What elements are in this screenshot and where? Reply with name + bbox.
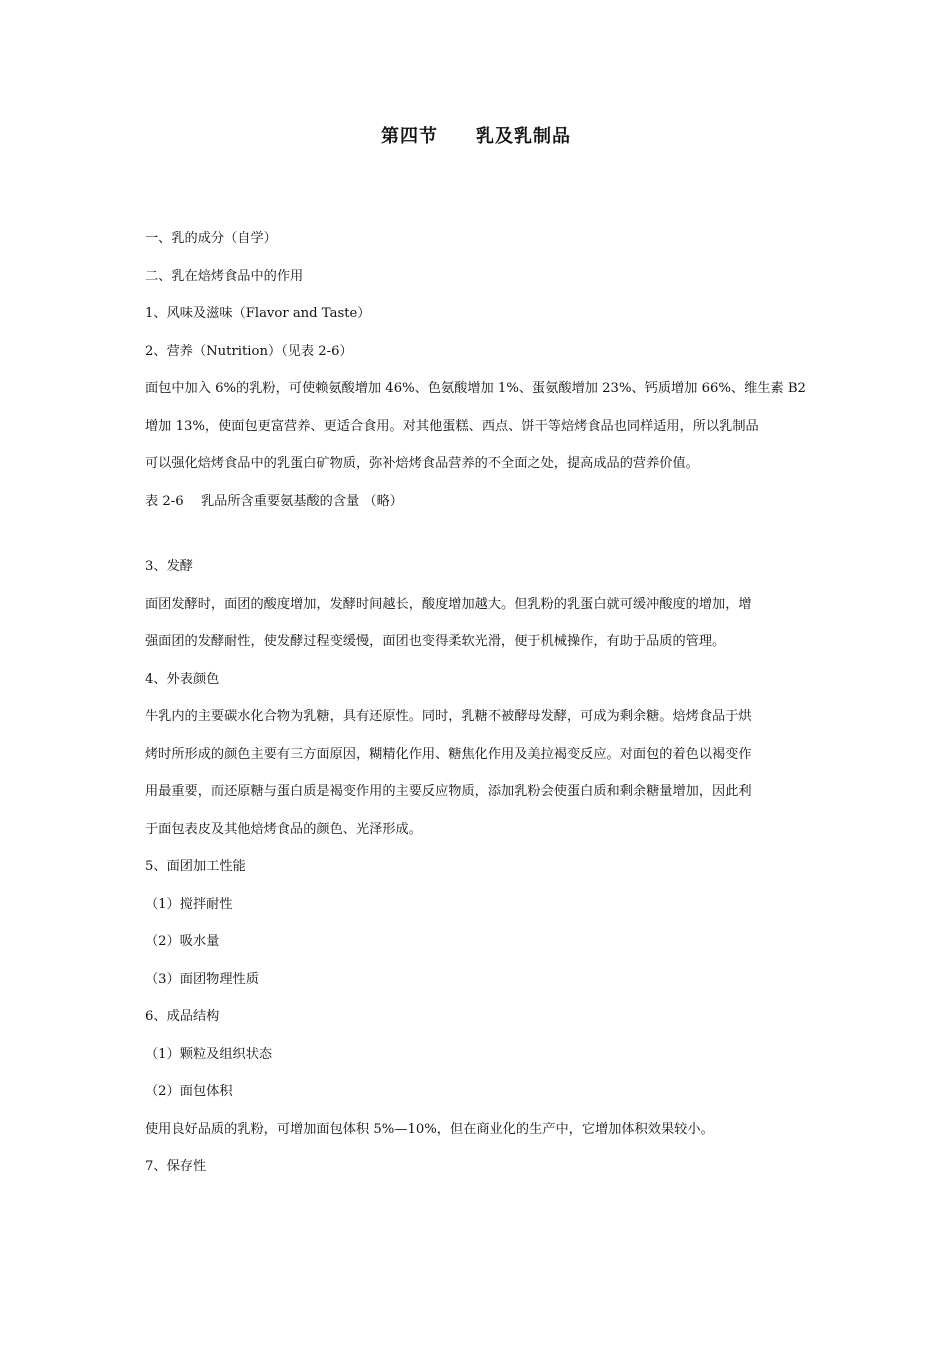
heading-milk-role: 二、乳在焙烤食品中的作用 xyxy=(145,268,304,284)
heading-product-structure: 6、成品结构 xyxy=(145,1009,220,1024)
paragraph-line: 于面包表皮及其他焙烤食品的颜色、光泽形成。 xyxy=(145,821,422,837)
section-title: 第四节 乳及乳制品 xyxy=(381,126,571,147)
table-caption: 表 2-6 乳品所含重要氨基酸的含量 （略） xyxy=(145,493,403,509)
paragraph-color xyxy=(145,698,810,848)
item-bread-volume: （2）面包体积 xyxy=(145,1084,233,1099)
paragraph-line: 面包中加入 6%的乳粉，可使赖氨酸增加 46%、色氨酸增加 1%、蛋氨酸增加 23%、钙质增加 66%、维生素 B2 xyxy=(145,381,806,396)
paragraph-line: 烤时所形成的颜色主要有三方面原因，糊精化作用、糖焦化作用及美拉褐变反应。对面包的着色以褐变作 xyxy=(145,746,752,762)
paragraph-line: 增加 13%，使面包更富营养、更适合食用。对其他蛋糕、西点、饼干等焙烤食品也同样适用，所以乳制品 xyxy=(145,418,759,434)
spacer xyxy=(145,520,810,548)
paragraph-line: 牛乳内的主要碳水化合物为乳糖，具有还原性。同时，乳糖不被酵母发酵，可成为剩余糖。焙烤食品于烘 xyxy=(145,709,752,724)
heading-color: 4、外表颜色 xyxy=(145,671,220,687)
item-water-absorption: （2）吸水量 xyxy=(145,934,220,949)
paragraph-nutrition xyxy=(145,370,810,483)
item-grain-texture: （1）颗粒及组织状态 xyxy=(145,1046,273,1062)
paragraph-line: 强面团的发酵耐性，使发酵过程变缓慢，面团也变得柔软光滑，便于机械操作，有助于品质的管理。 xyxy=(145,634,726,649)
document-body xyxy=(145,220,810,1186)
heading-milk-composition: 一、乳的成分（自学） xyxy=(145,231,277,246)
heading-fermentation: 3、发酵 xyxy=(145,559,193,574)
paragraph-line: 面团发酵时，面团的酸度增加，发酵时间越长，酸度增加越大。但乳粉的乳蛋白就可缓冲酸度的增加，增 xyxy=(145,596,752,612)
paragraph-line: 用最重要，而还原糖与蛋白质是褐变作用的主要反应物质，添加乳粉会使蛋白质和剩余糖量增加，因此利 xyxy=(145,784,752,799)
item-mixing-tolerance: （1）搅拌耐性 xyxy=(145,896,233,912)
heading-flavor: 1、风味及滋味（Flavor and Taste） xyxy=(145,306,371,321)
heading-dough-processing: 5、面团加工性能 xyxy=(145,859,246,874)
heading-shelf-life: 7、保存性 xyxy=(145,1159,207,1174)
item-dough-properties: （3）面团物理性质 xyxy=(145,971,259,987)
paragraph-fermentation xyxy=(145,586,810,661)
paragraph-line: 可以强化焙烤食品中的乳蛋白矿物质，弥补焙烤食品营养的不全面之处，提高成品的营养价值。 xyxy=(145,456,699,471)
heading-nutrition: 2、营养（Nutrition）（见表 2-6） xyxy=(145,343,353,359)
paragraph-volume: 使用良好品质的乳粉，可增加面包体积 5%—10%，但在商业化的生产中，它增加体积效果较小。 xyxy=(145,1121,714,1137)
